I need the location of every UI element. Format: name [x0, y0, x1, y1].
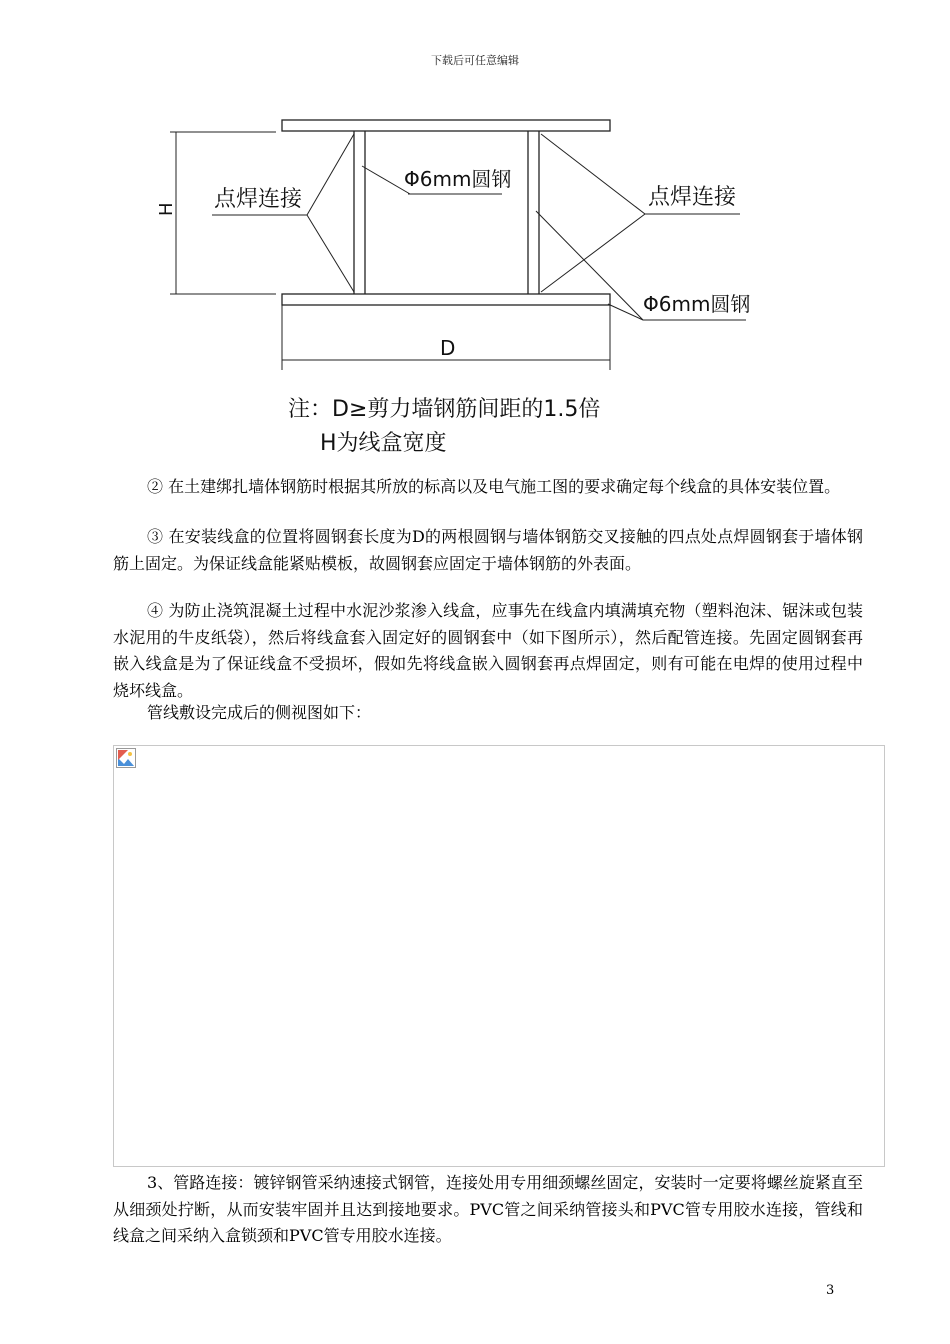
- weld-leader-left: [307, 134, 354, 215]
- bottom-steel-bar: [282, 294, 610, 305]
- diagram-svg: [150, 108, 790, 468]
- steel-leader-top: [362, 166, 410, 194]
- paragraph-side-view: 管线敷设完成后的侧视图如下：: [147, 703, 372, 722]
- paragraph-step-4: ④ 为防止浇筑混凝土过程中水泥沙浆渗入线盒，应事先在线盒内填满填充物（塑料泡沫、锯沫或包装水泥用的牛皮纸袋），然后将线盒套入固定好的圆钢套中（如下图所示），然后配管连接。先固定圆钢套再嵌入线盒是为了保证线盒不受损坏，假如先将线盒嵌入圆钢套再点焊固定，则有可能在电焊的使用过程中烧坏线盒。: [113, 601, 863, 700]
- weld-leader-right: [541, 214, 645, 292]
- paragraph-pipe-connection: 3、管路连接：镀锌钢管采纳速接式钢管，连接处用专用细颈螺丝固定，安装时一定要将螺丝旋紧直至从细颈处拧断，从而安装牢固并且达到接地要求。PVC管之间采纳管接头和PVC管专用胶水连接，管线和线盒之间采纳入盒锁颈和PVC管专用胶水连接。: [113, 1173, 863, 1245]
- diagram-note-line1: 注：D≥剪力墙钢筋间距的1.5倍: [288, 397, 601, 422]
- d-label: D: [440, 336, 456, 360]
- diagram-note-line2: H为线盒宽度: [320, 431, 447, 456]
- top-steel-bar: [282, 120, 610, 131]
- steel-sleeve-diagram: [150, 108, 790, 468]
- broken-image-icon: [116, 748, 136, 768]
- paragraph-step-3: ③ 在安装线盒的位置将圆钢套长度为D的两根圆钢与墙体钢筋交叉接触的四点处点焊圆钢套于墙体钢筋上固定。为保证线盒能紧贴模板，故圆钢套应固定于墙体钢筋的外表面。: [113, 527, 863, 573]
- weld-label-right: 点焊连接: [648, 185, 737, 210]
- weld-leader-left: [307, 215, 354, 292]
- header-note: 下载后可任意编辑: [431, 54, 519, 67]
- steel-leader-bottom: [608, 304, 643, 320]
- h-label: H: [156, 202, 177, 216]
- weld-leader-right: [541, 134, 645, 214]
- steel-label-top: Φ6mm圆钢: [404, 167, 512, 191]
- weld-label-left: 点焊连接: [214, 187, 303, 212]
- paragraph-step-2: ② 在土建绑扎墙体钢筋时根据其所放的标高以及电气施工图的要求确定每个线盒的具体安装位置。: [147, 477, 841, 496]
- page-number: 3: [826, 1283, 835, 1298]
- side-view-image-placeholder: [113, 745, 885, 1167]
- steel-label-bottom: Φ6mm圆钢: [643, 292, 751, 316]
